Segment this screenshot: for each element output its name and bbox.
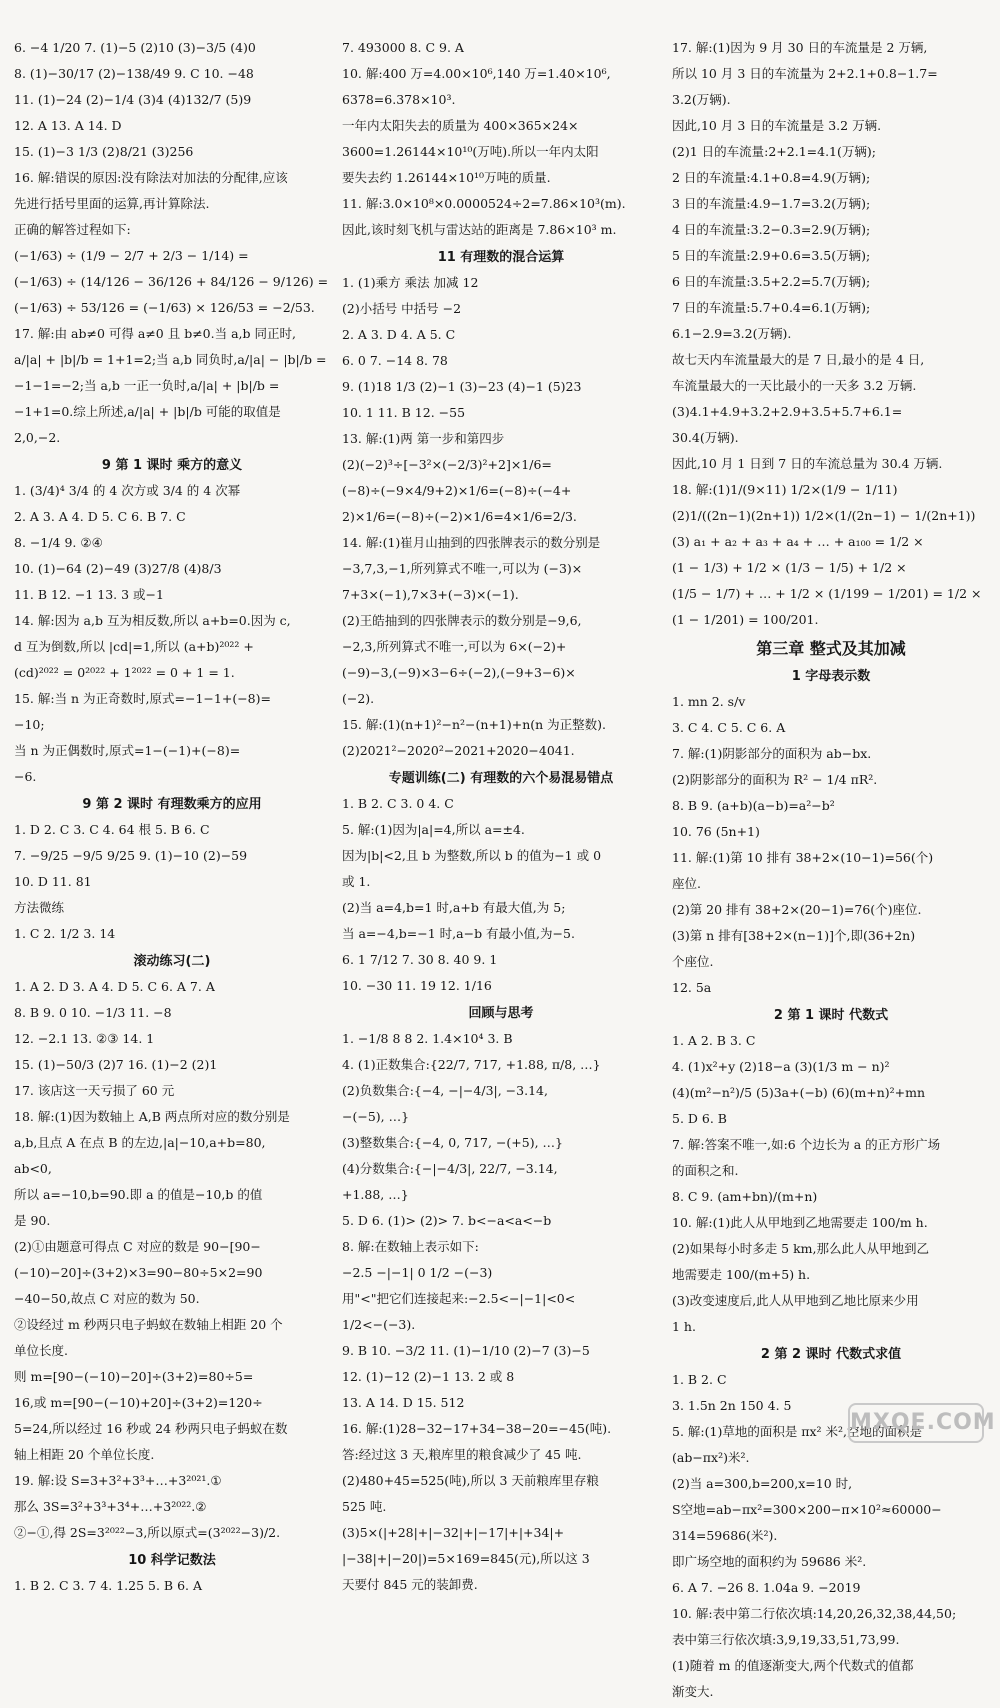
answer-line: 10. 解:(1)此人从甲地到乙地需要走 100/m h. [672,1215,928,1230]
answer-line: 1. D 2. C 3. C 4. 64 根 5. B 6. C [14,822,210,837]
answer-line: 8. B 9. 0 10. −1/3 11. −8 [14,1005,172,1020]
answer-line: 则 m=[90−(−10)−20]÷(3+2)=80÷5= [14,1369,254,1384]
answer-line: 要失去约 1.26144×10¹⁰万吨的质量. [342,170,551,185]
answer-line: 17. 该店这一天亏损了 60 元 [14,1083,175,1098]
answer-line: 3. C 4. C 5. C 6. A [672,720,786,735]
answer-line: 314=59686(米²). [672,1528,778,1543]
answer-line: 3 日的车流量:4.9−1.7=3.2(万辆); [672,196,871,211]
answer-line: 12. −2.1 13. ②③ 14. 1 [14,1031,155,1046]
answer-line: 4. (1)正数集合:{22/7, 717, +1.88, π/8, …} [342,1057,601,1072]
answer-line: 5. D 6. (1)> (2)> 7. b<−a<a<−b [342,1213,552,1228]
answer-line: 3. 1.5n 2n 150 4. 5 [672,1398,792,1413]
answer-line: 用"<"把它们连接起来:−2.5<−|−1|<0< [342,1291,576,1306]
answer-line: 8. B 9. (a+b)(a−b)=a²−b² [672,798,835,813]
answer-line: −3,7,3,−1,所列算式不唯一,可以为 (−3)× [342,561,583,576]
answer-line: ②设经过 m 秒两只电子蚂蚁在数轴上相距 20 个 [14,1317,283,1332]
answer-line: −6. [14,769,37,784]
answer-line: 15. (1)−50/3 (2)7 16. (1)−2 (2)1 [14,1057,218,1072]
answer-line: 2,0,−2. [14,430,61,445]
answer-line: (cd)²⁰²² = 0²⁰²² + 1²⁰²² = 0 + 1 = 1. [14,665,235,680]
answer-line: (−9)−3,(−9)×3−6÷(−2),(−9+3−6)× [342,665,576,680]
section-heading: 9 第 1 课时 乘方的意义 [101,458,243,473]
answer-line: −40−50,故点 C 对应的数为 50. [14,1291,200,1306]
answer-line: (−10)−20]÷(3+2)×3=90−80÷5×2=90 [14,1265,263,1280]
answer-line: 5=24,所以经过 16 秒或 24 秒两只电子蚂蚁在数 [14,1421,288,1436]
answer-line: 因此,该时刻飞机与雷达站的距离是 7.86×10³ m. [342,222,617,237]
answer-line: (4)(m²−n²)/5 (5)3a+(−b) (6)(m+n)²+mn [672,1085,926,1100]
answer-line: (2)负数集合:{−4, −|−4/3|, −3.14, [342,1083,548,1098]
answer-line: 4. (1)x²+y (2)18−a (3)(1/3 m − n)² [672,1059,890,1074]
answer-line: 13. A 14. D 15. 512 [342,1395,465,1410]
answer-line: 3600=1.26144×10¹⁰(万吨).所以一年内太阳 [342,144,599,159]
answer-line: 正确的解答过程如下: [14,222,131,237]
section-heading: 2 第 1 课时 代数式 [773,1008,889,1023]
answer-line: 因此,10 月 1 日到 7 日的车流总量为 30.4 万辆. [672,456,943,471]
answer-line: (3)整数集合:{−4, 0, 717, −(+5), …} [342,1135,564,1150]
answer-line: 16,或 m=[90−(−10)+20]÷(3+2)=120÷ [14,1395,263,1410]
answer-line: 5. D 6. B [672,1111,727,1126]
answer-line: 2. A 3. A 4. D 5. C 6. B 7. C [14,509,186,524]
answer-line: 7. 493000 8. C 9. A [342,40,464,55]
answer-line: 10. 76 (5n+1) [672,824,760,839]
answer-line: (ab−πx²)米². [672,1450,750,1465]
answer-line: (2)王皓抽到的四张牌表示的数分别是−9,6, [342,613,582,628]
answer-line: 6. A 7. −26 8. 1.04a 9. −2019 [672,1580,861,1595]
section-heading: 11 有理数的混合运算 [437,250,565,265]
answer-line: 1. mn 2. s/v [672,694,746,709]
chapter-heading: 第三章 整式及其加减 [756,639,906,658]
answer-line: d 互为倒数,所以 |cd|=1,所以 (a+b)²⁰²² + [14,639,254,654]
answer-line: 是 90. [14,1213,51,1228]
answer-line: 7. −9/25 −9/5 9/25 9. (1)−10 (2)−59 [14,848,248,863]
answer-line: 7. 解:答案不唯一,如:6 个边长为 a 的正方形广场 [672,1137,941,1152]
answer-line: 即广场空地的面积约为 59686 米². [672,1554,867,1569]
answer-line: −10; [14,717,45,732]
answer-line: 那么 3S=3²+3³+3⁴+…+3²⁰²².② [14,1499,207,1514]
answer-line: 所以 a=−10,b=90.即 a 的值是−10,b 的值 [14,1187,263,1202]
answer-line: 11. 解:3.0×10⁸×0.0000524÷2=7.86×10³(m). [342,196,626,211]
answer-line: a,b,且点 A 在点 B 的左边,|a|−10,a+b=80, [14,1135,266,1150]
answer-line: 15. 解:(1)(n+1)²−n²−(n+1)+n(n 为正整数). [342,717,607,732]
answer-line: 5. 解:(1)草地的面积是 πx² 米²,空地的面积是 [672,1424,923,1439]
answer-line: 12. (1)−12 (2)−1 13. 2 或 8 [342,1369,515,1384]
answer-line: 10. 1 11. B 12. −55 [342,405,466,420]
section-heading: 滚动练习(二) [133,954,211,969]
section-heading: 10 科学记数法 [128,1553,216,1568]
answer-line: (2)(−2)³÷[−3²×(−2/3)²+2]×1/6= [342,457,552,472]
answer-line: 10. −30 11. 19 12. 1/16 [342,978,492,993]
answer-line: 18. 解:(1)1/(9×11) 1/2×(1/9 − 1/11) [672,482,898,497]
answer-line: (3)4.1+4.9+3.2+2.9+3.5+5.7+6.1= [672,404,903,419]
answer-line: 的面积之和. [672,1163,739,1178]
answer-line: 7. 解:(1)阴影部分的面积为 ab−bx. [672,746,872,761]
answer-line: 6. 1 7/12 7. 30 8. 40 9. 1 [342,952,498,967]
answer-line: 1. (3/4)⁴ 3/4 的 4 次方或 3/4 的 4 次幂 [14,483,241,498]
answer-line: (2)如果每小时多走 5 km,那么此人从甲地到乙 [672,1241,930,1256]
section-heading: 专题训练(二) 有理数的六个易混易错点 [388,771,614,786]
answer-line: 1. B 2. C [672,1372,727,1387]
answer-line: ab<0, [14,1161,52,1176]
answer-line: 18. 解:(1)因为数轴上 A,B 两点所对应的数分别是 [14,1109,290,1124]
answer-line: (3)改变速度后,此人从甲地到乙地比原来少用 [672,1293,919,1308]
answer-line: 30.4(万辆). [672,430,739,445]
answer-line: (−1/63) ÷ (14/126 − 36/126 + 84/126 − 9/126) = [14,274,329,289]
answer-line: (2)①由题意可得点 C 对应的数是 90−[90− [14,1239,261,1254]
answer-line: (2)1 日的车流量:2+2.1=4.1(万辆); [672,144,876,159]
answer-line: 座位. [672,876,701,891]
answer-line: −2,3,所列算式不唯一,可以为 6×(−2)+ [342,639,567,654]
answer-line: 12. A 13. A 14. D [14,118,122,133]
answer-line: 11. B 12. −1 13. 3 或−1 [14,587,164,602]
answer-line: 15. 解:当 n 为正奇数时,原式=−1−1+(−8)= [14,691,271,706]
answer-line: (2)当 a=4,b=1 时,a+b 有最大值,为 5; [342,900,566,915]
answer-line: 1. −1/8 8 8 2. 1.4×10⁴ 3. B [342,1031,513,1046]
answer-line: 或 1. [342,874,371,889]
answer-line: (2)阴影部分的面积为 R² − 1/4 πR². [672,772,878,787]
answer-line: (2)第 20 排有 38+2×(20−1)=76(个)座位. [672,902,922,917]
answer-line: (2)小括号 中括号 −2 [342,301,462,316]
answer-line: 2)×1/6=(−8)÷(−2)×1/6=4×1/6=2/3. [342,509,577,524]
answer-line: 1. A 2. D 3. A 4. D 5. C 6. A 7. A [14,979,215,994]
answer-line: 2. A 3. D 4. A 5. C [342,327,456,342]
answer-line: 10. (1)−64 (2)−49 (3)27/8 (4)8/3 [14,561,222,576]
answer-line: 9. (1)18 1/3 (2)−1 (3)−23 (4)−1 (5)23 [342,379,582,394]
answer-line: (3)第 n 排有[38+2×(n−1)]个,即(36+2n) [672,928,916,943]
answer-line: 14. 解:(1)崔月山抽到的四张牌表示的数分别是 [342,535,601,550]
answer-line: 3.2(万辆). [672,92,731,107]
answer-line: 17. 解:由 ab≠0 可得 a≠0 且 b≠0.当 a,b 同正时, [14,326,296,341]
section-heading: 回顾与思考 [468,1006,534,1021]
answer-line: 所以 10 月 3 日的车流量为 2+2.1+0.8−1.7= [672,66,938,81]
answer-line: 地需要走 100/(m+5) h. [672,1267,811,1282]
answer-line: 2 日的车流量:4.1+0.8=4.9(万辆); [672,170,871,185]
answer-line: 17. 解:(1)因为 9 月 30 日的车流量是 2 万辆, [672,40,928,55]
answer-line: 答:经过这 3 天,粮库里的粮食减少了 45 吨. [342,1447,582,1462]
answer-line: 因为|b|<2,且 b 为整数,所以 b 的值为−1 或 0 [342,848,602,863]
answer-line: 9. B 10. −3/2 11. (1)−1/10 (2)−7 (3)−5 [342,1343,590,1358]
answer-line: 525 吨. [342,1499,387,1514]
answer-line: 表中第三行依次填:3,9,19,33,51,73,99. [672,1632,900,1647]
answer-line: 6. −4 1/20 7. (1)−5 (2)10 (3)−3/5 (4)0 [14,40,256,55]
answer-line: 16. 解:错误的原因:没有除法对加法的分配律,应该 [14,170,288,185]
answer-line: 渐变大. [672,1684,714,1699]
answer-line: 7+3×(−1),7×3+(−3)×(−1). [342,587,519,602]
answer-line: 7 日的车流量:5.7+0.4=6.1(万辆); [672,300,871,315]
section-heading: 2 第 2 课时 代数式求值 [760,1347,902,1362]
answer-line: −(−5), …} [342,1109,410,1124]
answer-line: +1.88, …} [342,1187,409,1202]
answer-line: 6378=6.378×10³. [342,92,456,107]
answer-line: 1. A 2. B 3. C [672,1033,756,1048]
answer-line: (3)5×(|+28|+|−32|+|−17|+|+34|+ [342,1525,565,1540]
section-heading: 9 第 2 课时 有理数乘方的应用 [82,797,262,812]
answer-line: (1)随着 m 的值逐渐变大,两个代数式的值都 [672,1658,914,1673]
answer-line: 5 日的车流量:2.9+0.6=3.5(万辆); [672,248,871,263]
answer-line: (3) a₁ + a₂ + a₃ + a₄ + … + a₁₀₀ = 1/2 × [672,534,924,549]
answer-line: 6. 0 7. −14 8. 78 [342,353,448,368]
section-heading: 1 字母表示数 [791,669,871,684]
answer-line: 10. 解:400 万=4.00×10⁶,140 万=1.40×10⁶, [342,66,611,81]
answer-line: (2)2021²−2020²−2021+2020−4041. [342,743,575,758]
answer-line: 1. C 2. 1/2 3. 14 [14,926,116,941]
answer-line: 12. 5a [672,980,712,995]
answer-line: 6.1−2.9=3.2(万辆). [672,326,792,341]
answer-line: 11. (1)−24 (2)−1/4 (3)4 (4)132/7 (5)9 [14,92,252,107]
answer-line: 15. (1)−3 1/3 (2)8/21 (3)256 [14,144,194,159]
answer-line: −2.5 −|−1| 0 1/2 −(−3) [342,1265,493,1280]
answer-line: 1. B 2. C 3. 7 4. 1.25 5. B 6. A [14,1578,203,1593]
answer-line: 1 h. [672,1319,696,1334]
answer-line: (4)分数集合:{−|−4/3|, 22/7, −3.14, [342,1161,558,1176]
answer-line: −1+1=0.综上所述,a/|a| + |b|/b 可能的取值是 [14,404,281,419]
answer-line: 8. 解:在数轴上表示如下: [342,1239,479,1254]
answer-line: 车流量最大的一天比最小的一天多 3.2 万辆. [672,378,917,393]
answer-line: 11. 解:(1)第 10 排有 38+2×(10−1)=56(个) [672,850,934,865]
answer-line: 天要付 845 元的装卸费. [342,1577,478,1592]
answer-line: 故七天内车流量最大的是 7 日,最小的是 4 日, [672,352,925,367]
answer-line: 19. 解:设 S=3+3²+3³+…+3²⁰²¹.① [14,1473,222,1488]
answer-line: 14. 解:因为 a,b 互为相反数,所以 a+b=0.因为 c, [14,613,291,628]
answer-line: 个座位. [672,954,714,969]
answer-line: 单位长度. [14,1343,68,1358]
answer-line: 先进行括号里面的运算,再计算除法. [14,196,210,211]
answer-line: (1 − 1/201) = 100/201. [672,612,819,627]
answer-line: 当 a=−4,b=−1 时,a−b 有最小值,为−5. [342,926,575,941]
answer-line: 16. 解:(1)28−32−17+34−38−20=−45(吨). [342,1421,612,1436]
answer-line: 8. −1/4 9. ②④ [14,535,103,550]
answer-line: 8. C 9. (am+bn)/(m+n) [672,1189,818,1204]
column-right [672,38,990,1708]
answer-line: 6 日的车流量:3.5+2.2=5.7(万辆); [672,274,871,289]
answer-line: 当 n 为正偶数时,原式=1−(−1)+(−8)= [14,743,241,758]
answer-line: (−1/63) ÷ (1/9 − 2/7 + 2/3 − 1/14) = [14,248,249,263]
answer-line: 1. (1)乘方 乘法 加减 12 [342,275,479,290]
answer-line: |−38|+|−20|)=5×169=845(元),所以这 3 [342,1551,590,1566]
answer-line: (1 − 1/3) + 1/2 × (1/3 − 1/5) + 1/2 × [672,560,907,575]
answer-line: (2)当 a=300,b=200,x=10 时, [672,1476,853,1491]
column-middle [342,38,660,1601]
answer-line: (−1/63) ÷ 53/126 = (−1/63) × 126/53 = −2/53. [14,300,315,315]
answer-line: 10. D 11. 81 [14,874,92,889]
answer-line: (1/5 − 1/7) + … + 1/2 × (1/199 − 1/201) = 1/2 × [672,586,982,601]
answer-line: 1. B 2. C 3. 0 4. C [342,796,454,811]
answer-line: (2)1/((2n−1)(2n+1)) 1/2×(1/(2n−1) − 1/(2n+1)) [672,508,976,523]
answer-line: (2)480+45=525(吨),所以 3 天前粮库里存粮 [342,1473,599,1488]
answer-line: 一年内太阳失去的质量为 400×365×24× [342,118,579,133]
answer-line: (−2). [342,691,375,706]
column-left [14,38,330,1602]
answer-line: ②−①,得 2S=3²⁰²²−3,所以原式=(3²⁰²²−3)/2. [14,1525,281,1540]
answer-line: 5. 解:(1)因为|a|=4,所以 a=±4. [342,822,525,837]
answer-line: a/|a| + |b|/b = 1+1=2;当 a,b 同负时,a/|a| − |b|/b = [14,352,327,367]
answer-line: 10. 解:表中第二行依次填:14,20,26,32,38,44,50; [672,1606,957,1621]
answer-line: 1/2<−(−3). [342,1317,416,1332]
answer-line: 13. 解:(1)两 第一步和第四步 [342,431,505,446]
watermark-logo: MXQE.COM [848,1403,984,1443]
answer-line: 8. (1)−30/17 (2)−138/49 9. C 10. −48 [14,66,254,81]
answer-line: 方法微练 [14,900,65,915]
answer-line: 4 日的车流量:3.2−0.3=2.9(万辆); [672,222,871,237]
answer-line: (−8)÷(−9×4/9+2)×1/6=(−8)÷(−4+ [342,483,572,498]
answer-line: S空地=ab−πx²=300×200−π×10²≈60000− [672,1502,942,1517]
answer-line: 因此,10 月 3 日的车流量是 3.2 万辆. [672,118,882,133]
answer-line: −1−1=−2;当 a,b 一正一负时,a/|a| + |b|/b = [14,378,280,393]
answer-line: 轴上相距 20 个单位长度. [14,1447,155,1462]
